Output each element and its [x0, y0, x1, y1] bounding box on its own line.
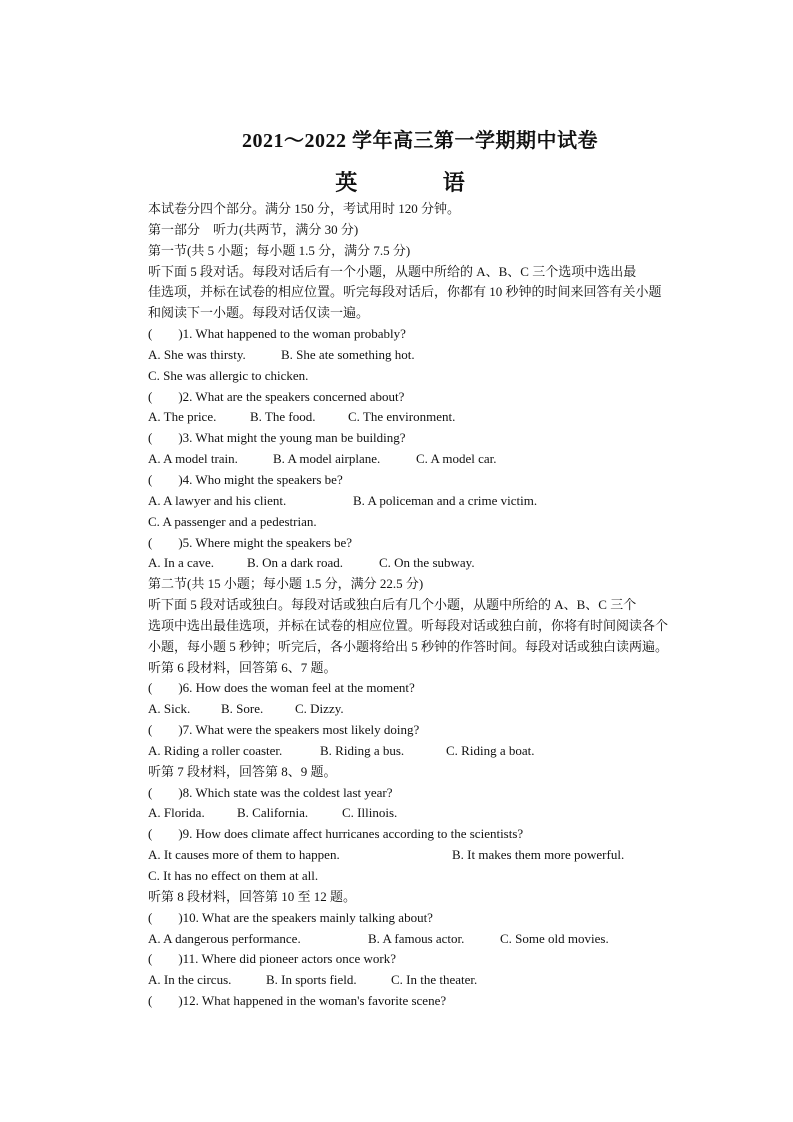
answer-option: A. Sick. [148, 701, 191, 717]
answer-option: B. A policeman and a crime victim. [353, 492, 538, 508]
option-row [148, 553, 676, 574]
answer-option: A. It causes more of them to happen. [148, 847, 340, 863]
option-row [148, 741, 676, 762]
question-line: ( )2. What are the speakers concerned about? [148, 388, 405, 404]
option-row [148, 345, 676, 366]
text-line: 听第 6 段材料，回答第 6、7 题。 [148, 659, 337, 675]
question-line: ( )1. What happened to the woman probably? [148, 326, 406, 342]
answer-option: B. The food. [250, 409, 316, 425]
answer-option: A. A dangerous performance. [148, 930, 301, 946]
answer-option: C. Some old movies. [500, 930, 609, 946]
answer-option: A. A lawyer and his client. [148, 492, 287, 508]
answer-option: A. Riding a roller coaster. [148, 742, 283, 758]
answer-option: A. In the circus. [148, 972, 232, 988]
question-line: ( )10. What are the speakers mainly talking about? [148, 909, 433, 925]
answer-option: B. She ate something hot. [281, 346, 415, 362]
text-line: 听第 8 段材料，回答第 10 至 12 题。 [148, 888, 357, 904]
question-line: ( )3. What might the young man be building? [148, 430, 406, 446]
exam-body [148, 199, 676, 1012]
answer-option: B. In sports field. [266, 972, 357, 988]
question-line: ( )6. How does the woman feel at the moment? [148, 680, 415, 696]
answer-option: C. In the theater. [391, 972, 478, 988]
option-row [148, 929, 676, 950]
text-line: 选项中选出最佳选项，并标在试卷的相应位置。听每段对话或独白前，你将有时间阅读各个 [148, 617, 669, 633]
exam-title: 2021～2022 学年高三第一学期期中试卷 [242, 130, 598, 152]
text-line: 小题，每小题 5 秒钟；听完后，各小题将给出 5 秒钟的作答时间。每段对话或独白读两遍。 [148, 638, 669, 654]
text-line: 听第 7 段材料，回答第 8、9 题。 [148, 763, 337, 779]
text-line: C. She was allergic to chicken. [148, 367, 309, 383]
answer-option: B. A model airplane. [273, 451, 381, 467]
answer-option: C. Dizzy. [295, 701, 344, 717]
answer-option: C. Riding a boat. [446, 742, 535, 758]
option-row [148, 970, 676, 991]
subject-heading: 英 语 [335, 170, 505, 195]
question-line: ( )4. Who might the speakers be? [148, 471, 343, 487]
text-line: 本试卷分四个部分。满分 150 分，考试用时 120 分钟。 [148, 201, 461, 216]
answer-option: A. Florida. [148, 805, 205, 821]
answer-option: B. On a dark road. [247, 555, 344, 571]
answer-option: C. The environment. [348, 409, 456, 425]
answer-option: B. It makes them more powerful. [452, 847, 625, 863]
answer-option: C. Illinois. [342, 805, 398, 821]
answer-option: A. She was thirsty. [148, 346, 246, 362]
text-line: 第一部分 听力(共两节，满分 30 分) [148, 221, 359, 237]
answer-option: C. On the subway. [379, 555, 475, 571]
answer-option: A. In a cave. [148, 555, 215, 571]
answer-option: B. A famous actor. [368, 930, 465, 946]
option-row [148, 845, 676, 866]
question-line: ( )9. How does climate affect hurricanes according to the scientists? [148, 826, 524, 842]
option-row [148, 491, 676, 512]
answer-option: C. A model car. [416, 451, 497, 467]
question-line: ( )5. Where might the speakers be? [148, 534, 353, 550]
text-line: 听下面 5 段对话或独白。每段对话或独白后有几个小题，从题中所给的 A、B、C 三个 [148, 597, 637, 613]
answer-option: A. A model train. [148, 451, 238, 467]
text-line: 听下面 5 段对话。每段对话后有一个小题，从题中所给的 A、B、C 三个选项中选出最 [148, 263, 637, 279]
text-line: C. A passenger and a pedestrian. [148, 513, 317, 529]
text-line: 第二节(共 15 小题；每小题 1.5 分，满分 22.5 分) [148, 576, 424, 592]
option-row [148, 803, 676, 824]
text-line: 和阅读下一小题。每段对话仅读一遍。 [148, 305, 370, 321]
text-line: 第一节(共 5 小题；每小题 1.5 分，满分 7.5 分) [148, 242, 411, 258]
option-row [148, 449, 676, 470]
text-line: 佳选项，并标在试卷的相应位置。听完每段对话后，你都有 10 秒钟的时间来回答有关小题 [148, 284, 662, 300]
answer-option: A. The price. [148, 409, 217, 425]
question-line: ( )8. Which state was the coldest last year? [148, 784, 393, 800]
option-row [148, 699, 676, 720]
question-line: ( )12. What happened in the woman's favorite scene? [148, 993, 447, 1009]
answer-option: B. Sore. [221, 701, 264, 717]
question-line: ( )7. What were the speakers most likely doing? [148, 722, 420, 738]
option-row [148, 407, 676, 428]
answer-option: B. Riding a bus. [320, 742, 405, 758]
answer-option: B. California. [237, 805, 309, 821]
text-line: C. It has no effect on them at all. [148, 868, 319, 883]
question-line: ( )11. Where did pioneer actors once work? [148, 951, 396, 967]
